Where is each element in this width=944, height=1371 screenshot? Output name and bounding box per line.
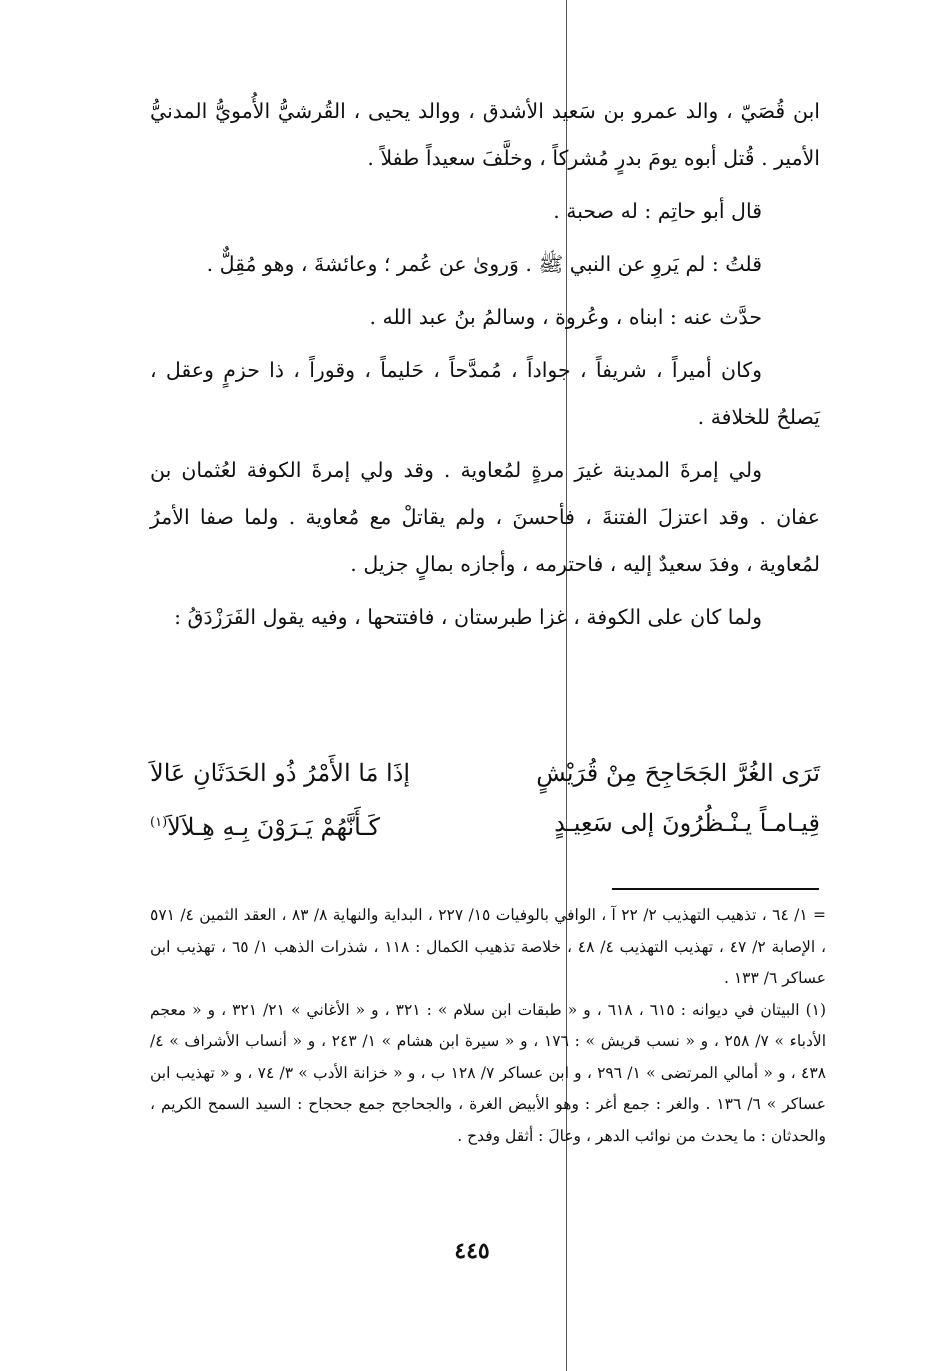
footnote-continued: = ١/ ٦٤ ، تذهيب التهذيب ٢/ ٢٢ آ ، الوافي بالوفيات ١٥/ ٢٢٧ ، البداية والنهاية ٨/ ٨٣ ، العقد الثمين ٤/ ٥٧١ ، الإصابة ٢/ ٤٧ ، تهذيب التهذيب ٤/ ٤٨ ، خلاصة تذهيب الكمال : ١١٨ ، شذرات الذهب ١/ ٦٥ ، تهذيب ابن عساكر ٦/ ١٣٣ . — [150, 906, 827, 987]
main-text — [150, 88, 820, 647]
verse-line-1 — [150, 748, 820, 798]
paragraph-tabaristan: ولما كان على الكوفة ، غزا طبرستان ، فافتتحها ، وفيه يقول الفَرَزْدَقُ : — [174, 605, 762, 629]
paragraph-abu-hatim: قال أبو حاتِم : له صحبة . — [553, 199, 762, 223]
footnotes — [150, 900, 826, 1152]
verse-2-second-hemistich-wrap — [150, 798, 380, 852]
footnote-1: (١) البيتان في ديوانه : ٦١٥ ، ٦١٨ ، و « طبقات ابن سلام » : ٣٢١ ، و « الأغاني » ٢١/ ٣٢١ ، و « معجم الأدباء » ٧/ ٢٥٨ ، و « نسب قريش » : ١٧٦ ، و « سيرة ابن هشام » ١/ ٢٤٣ ، و « أنساب الأشراف » ٤/ ٤٣٨ ، و « أمالي المرتضى » ١/ ٢٩٦ ، و ابن عساكر ٧/ ١٢٨ ب ، و « خزانة الأدب » ٣/ ٧٤ ، و « تهذيب ابن عساكر » ٦/ ١٣٦ . والغر : جمع أغر : وهو الأبيض الغرة ، والجحاجح جمع جحجاح : السيد السمح الكريم ، والحدثان : ما يحدث من نوائب الدهر ، وعالَ : أثقل وفدح . — [150, 1000, 827, 1145]
verse-2-second-hemistich: كَـأَنَّهُمْ يَـرَوْنَ بِـهِ هِـلاَلاَ — [167, 813, 380, 841]
paragraph-character: وكان أميراً ، شريفاً ، جواداً ، مُمدَّحاً ، حَليماً ، وقوراً ، ذا حزمٍ وعقل ، يَصلحُ للخلافة . — [150, 358, 820, 429]
verse-line-2 — [150, 798, 820, 852]
footnote-separator — [612, 888, 819, 890]
verse-1-first-hemistich: تَرَى الغُرَّ الجَحَاجِحَ مِنْ قُرَيْشٍ — [536, 759, 820, 787]
paragraph-lineage: ابن قُصَيّ ، والد عمرو بن سَعيد الأشدق ، ووالد يحيى ، القُرشيُّ الأُمويُّ المدنيُّ الأمير . قُتل أبوه يومَ بدرٍ مُشركاً ، وخلَّفَ سعيداً طفلاً . — [150, 99, 820, 170]
verse-2-first-hemistich: قِيـامـاً يـنْـظُرُونَ إلى سَعِيـدٍ — [554, 809, 820, 837]
verse-1-second-hemistich: إذَا مَا الأَمْرُ ذُو الحَدَثَانِ عَالاَ — [150, 759, 411, 787]
poem-verses — [150, 748, 820, 852]
paragraph-author-note: قلتُ : لم يَروِ عن النبي ﷺ . وَروىٰ عن عُمر ؛ وعائشةَ ، وهو مُقِلٌّ . — [206, 252, 762, 276]
paragraph-narrators: حدَّث عنه : ابناه ، وعُروة ، وسالمُ بنُ عبد الله . — [369, 305, 762, 329]
footnote-marker: (١) — [150, 815, 168, 830]
page-number: ٤٤٥ — [454, 1238, 490, 1264]
paragraph-governorship: ولي إمرةَ المدينة غيرَ مرةٍ لمُعاوية . وقد ولي إمرةَ الكوفة لعُثمان بن عفان . وقد اعتزلَ الفتنةَ ، فأحسنَ ، ولم يقاتلْ مع مُعاوية . ولما صفا الأمرُ لمُعاوية ، وفدَ سعيدٌ إليه ، فاحترمه ، وأجازه بمالٍ جزيل . — [150, 458, 820, 576]
